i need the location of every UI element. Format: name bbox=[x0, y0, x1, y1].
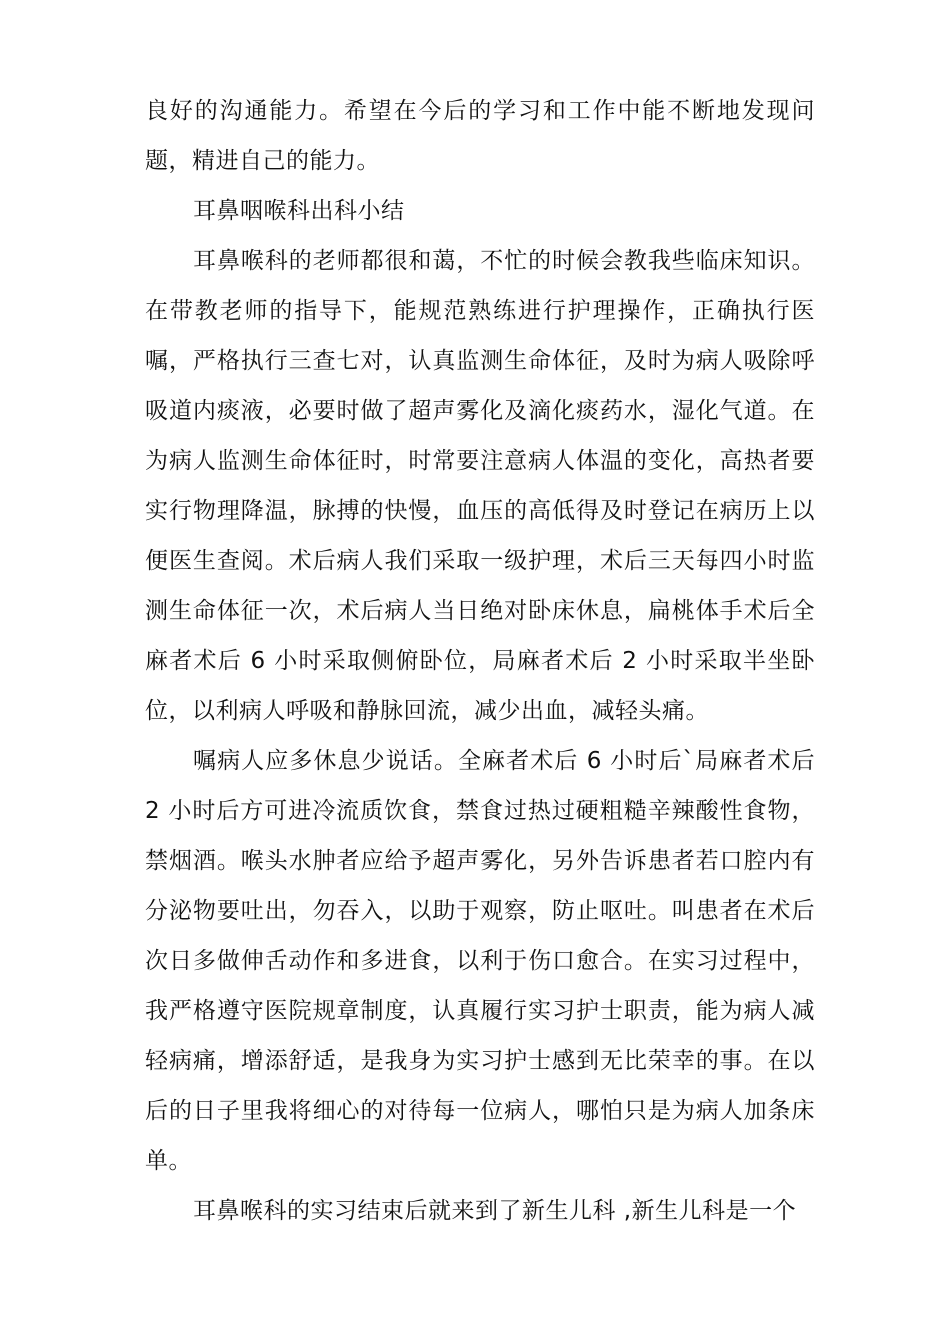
paragraph-ent-summary: 耳鼻喉科的老师都很和蔼，不忙的时候会教我些临床知识。在带教老师的指导下，能规范熟练进行护理操作，正确执行医嘱，严格执行三查七对，认真监测生命体征，及时为病人吸除呼吸道内痰液，必要时做了超声雾化及滴化痰药水，湿化气道。在为病人监测生命体征时，时常要注意病人体温的变化，高热者要实行物理降温，脉搏的快慢，血压的高低得及时登记在病历上以便医生查阅。术后病人我们采取一级护理，术后三天每四小时监测生命体征一次，术后病人当日绝对卧床休息，扁桃体手术后全麻者术后 6 小时采取侧俯卧位，局麻者术后 2 小时采取半坐卧位，以利病人呼吸和静脉回流，减少出血，减轻头痛。 bbox=[145, 248, 815, 724]
document-body bbox=[145, 86, 815, 1236]
paragraph-neonatal-intro: 耳鼻喉科的实习结束后就来到了新生儿科 ,新生儿科是一个 bbox=[193, 1198, 797, 1224]
paragraph-postop-care: 嘱病人应多休息少说话。全麻者术后 6 小时后`局麻者术后 2 小时后方可进冷流质饮食，禁食过热过硬粗糙辛辣酸性食物，禁烟酒。喉头水肿者应给予超声雾化，另外告诉患者若口腔内有分泌物要吐出，勿吞入，以助于观察，防止呕吐。叫患者在术后次日多做伸舌动作和多进食，以利于伤口愈合。在实习过程中，我严格遵守医院规章制度，认真履行实习护士职责，能为病人减轻病痛，增添舒适，是我身为实习护士感到无比荣幸的事。在以后的日子里我将细心的对待每一位病人，哪怕只是为病人加条床单。 bbox=[145, 748, 815, 1174]
section-heading: 耳鼻咽喉科出科小结 bbox=[193, 198, 405, 224]
paragraph-continuation: 良好的沟通能力。希望在今后的学习和工作中能不断地发现问题，精进自己的能力。 bbox=[145, 98, 815, 174]
